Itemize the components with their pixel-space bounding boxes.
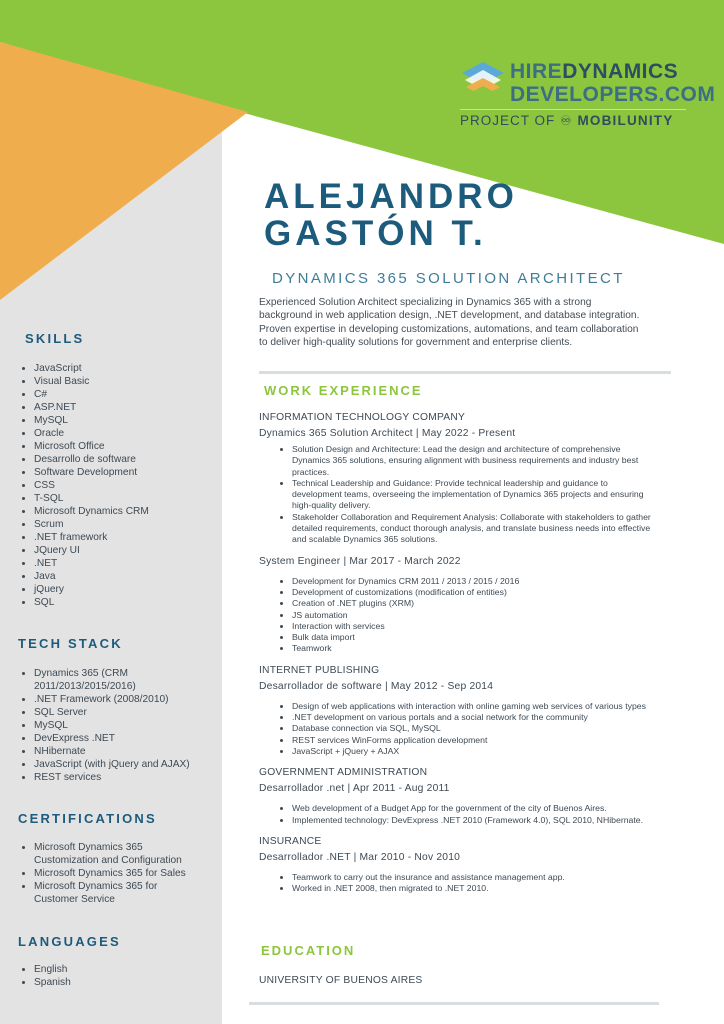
list-item: • Scrum	[34, 518, 224, 531]
list-item: • JavaScript	[34, 362, 224, 375]
list-item: • Design of web applications with interaction with online gaming web services of various types	[292, 701, 651, 712]
list-item: • C#	[34, 388, 224, 401]
job-role: Desarrollador .NET | Mar 2010 - Nov 2010	[259, 851, 461, 863]
list-item: • Technical Leadership and Guidance: Provide technical leadership and guidance to development teams, overseeing the implementation of Dynamics 365 projects and ensuring high-quality delivery.	[292, 478, 651, 512]
list-item: • NHibernate	[34, 745, 224, 758]
logo-text-line3: PROJECT OF ♾ MOBILUNITY	[460, 113, 674, 128]
list-item: • .NET	[34, 557, 224, 570]
job-company: INSURANCE	[259, 835, 322, 847]
job-role: System Engineer | Mar 2017 - March 2022	[259, 555, 461, 567]
list-item: • MySQL	[34, 719, 224, 732]
list-item: • .NET framework	[34, 531, 224, 544]
job-company: GOVERNMENT ADMINISTRATION	[259, 767, 428, 779]
list-item: • Oracle	[34, 427, 224, 440]
list-item: • Dynamics 365 (CRM 2011/2013/2015/2016)	[34, 667, 184, 693]
work-experience-list	[259, 411, 651, 894]
list-item: • jQuery	[34, 583, 224, 596]
list-item: • Development for Dynamics CRM 2011 / 2013 / 2015 / 2016	[292, 576, 651, 587]
list-item: • Creation of .NET plugins (XRM)	[292, 598, 651, 609]
summary-paragraph: Experienced Solution Architect specializing in Dynamics 365 with a strong background in web application design, .NET development, and database integration. Proven expertise in developing customizations, automations, and team collaboration to deliver high-quality solutions for government and enterprise clients.	[259, 297, 640, 349]
list-item: • Software Development	[34, 466, 224, 479]
job-bullets	[259, 701, 651, 757]
logo-text-line2: DEVELOPERS.COM	[510, 83, 716, 106]
skills-heading: SKILLS	[25, 331, 85, 346]
list-item: • MySQL	[34, 414, 224, 427]
list-item: • .NET Framework (2008/2010)	[34, 693, 224, 706]
skills-list	[18, 362, 224, 609]
list-item: • CSS	[34, 479, 224, 492]
job-company: INFORMATION TECHNOLOGY COMPANY	[259, 412, 466, 423]
logo-text-line1: HIREDYNAMICS	[510, 60, 679, 83]
list-item: • Microsoft Dynamics CRM	[34, 505, 224, 518]
job-entry	[259, 766, 651, 826]
list-item: • Interaction with services	[292, 621, 651, 632]
divider-top	[259, 371, 671, 374]
list-item: • Worked in .NET 2008, then migrated to .NET 2010.	[292, 883, 651, 894]
divider-bottom	[249, 1002, 659, 1005]
list-item: • JS automation	[292, 610, 651, 621]
list-item: • Desarrollo de software	[34, 453, 224, 466]
list-item: • Teamwork	[292, 643, 651, 654]
list-item: • Java	[34, 570, 224, 583]
list-item: • Microsoft Dynamics 365 for Sales	[34, 867, 219, 880]
work-experience-heading: WORK EXPERIENCE	[264, 383, 423, 398]
certifications-heading: CERTIFICATIONS	[18, 811, 157, 826]
tech-stack-list	[18, 667, 224, 784]
job-role: Dynamics 365 Solution Architect | May 2022 - Present	[259, 428, 516, 439]
list-item: • SQL Server	[34, 706, 224, 719]
list-item: • T-SQL	[34, 492, 224, 505]
list-item: • Database connection via SQL, MySQL	[292, 723, 651, 734]
list-item: • Visual Basic	[34, 375, 224, 388]
job-bullets	[259, 872, 651, 895]
job-role: Desarrollador de software | May 2012 - Sep 2014	[259, 680, 494, 692]
candidate-name: ALEJANDRO GASTÓN T.	[264, 177, 518, 253]
logo-cube-icon	[460, 60, 506, 108]
list-item: • Implemented technology: DevExpress .NET 2010 (Framework 4.0), SQL 2010, NHibernate.	[292, 815, 651, 826]
job-bullets	[259, 803, 651, 826]
list-item: • JavaScript (with jQuery and AJAX)	[34, 758, 224, 771]
job-entry	[259, 664, 651, 757]
list-item: • Development of customizations (modification of entities)	[292, 587, 651, 598]
company-logo	[460, 60, 716, 132]
education-heading: EDUCATION	[261, 943, 356, 958]
list-item: • ASP.NET	[34, 401, 224, 414]
mobilunity-logo-icon: ♾	[560, 113, 573, 128]
job-entry	[259, 411, 651, 546]
job-bullets	[259, 444, 651, 546]
tech-stack-heading: TECH STACK	[18, 636, 123, 651]
list-item: • Stakeholder Collaboration and Requirement Analysis: Collaborate with stakeholders to gather detailed requirements, conduct thorough analysis, and translate business needs into effective and scalable Dynamics 365 solutions.	[292, 512, 651, 546]
list-item: • Teamwork to carry out the insurance and assistance management app.	[292, 872, 651, 883]
list-item: • Bulk data import	[292, 632, 651, 643]
job-role: Desarrollador .net | Apr 2011 - Aug 2011	[259, 783, 450, 795]
list-item: • SQL	[34, 596, 224, 609]
job-entry	[259, 555, 651, 655]
job-entry	[259, 835, 651, 895]
languages-heading: LANGUAGES	[18, 934, 121, 949]
languages-list	[18, 963, 224, 989]
job-bullets	[259, 576, 651, 655]
list-item: • REST services	[34, 771, 224, 784]
list-item: • Web development of a Budget App for the government of the city of Buenos Aires.	[292, 803, 651, 814]
job-title: DYNAMICS 365 SOLUTION ARCHITECT	[272, 270, 625, 287]
list-item: • Microsoft Dynamics 365 Customization and Configuration	[34, 841, 196, 867]
list-item: • Microsoft Office	[34, 440, 224, 453]
list-item: • Spanish	[34, 976, 224, 989]
certifications-list	[18, 841, 219, 906]
list-item: • Microsoft Dynamics 365 for Customer Service	[34, 880, 184, 906]
list-item: • JavaScript + jQuery + AJAX	[292, 746, 651, 757]
list-item: • DevExpress .NET	[34, 732, 224, 745]
list-item: • Solution Design and Architecture: Lead the design and architecture of comprehensive Dynamics 365 solutions, ensuring alignment with business requirements and industry best practices.	[292, 444, 651, 478]
list-item: • English	[34, 963, 224, 976]
job-company: INTERNET PUBLISHING	[259, 664, 380, 676]
list-item: • JQuery UI	[34, 544, 224, 557]
list-item: • REST services WinForms application development	[292, 735, 651, 746]
list-item: • .NET development on various portals and a social network for the community	[292, 712, 651, 723]
education-school: UNIVERSITY OF BUENOS AIRES	[259, 975, 423, 986]
logo-divider	[460, 109, 686, 110]
